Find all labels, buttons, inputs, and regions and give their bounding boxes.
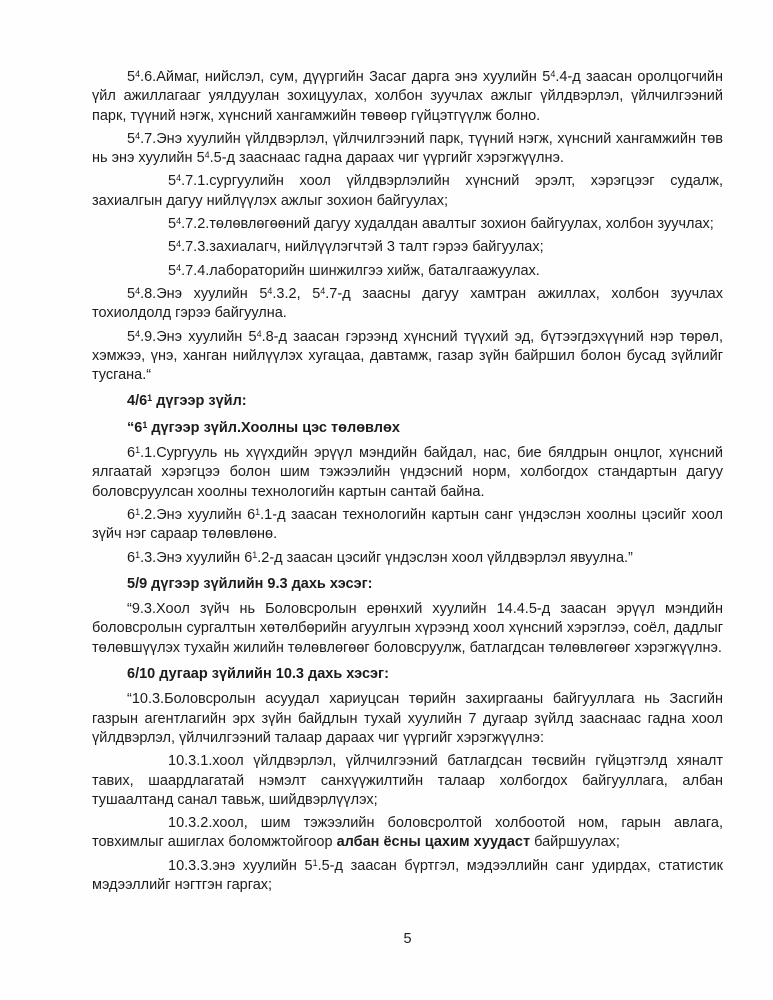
superscript-number: 4 — [176, 262, 182, 273]
document-content — [92, 68, 723, 895]
superscript-number: 1 — [147, 393, 153, 404]
text-run: .7.3.захиалагч, нийлүүлэгчтэй 3 талт гэрээ байгуулах; — [181, 239, 544, 256]
text-run: .1-д заасан технологийн картын санг үндэслэн хоолны цэсийг хоол зүйч нэг сараар төлөвлөнө. — [92, 506, 723, 543]
text-run: дүгээр зүйл: — [152, 393, 247, 410]
text-run: 5 — [248, 328, 257, 345]
superscript-number: 1 — [135, 445, 141, 456]
text-run: .8-д заасан гэрээнд хүнсний түүхий эд, бүтээгдэхүүний нэр төрөл, хэмжээ, үнэ, ханган нийлүүлэх хугацаа, давтамж, газар зүйн байршил болон бусад зүйлийг тусгана.“ — [92, 328, 723, 384]
text-run: 5 — [127, 69, 136, 85]
text-run: 5 — [304, 857, 313, 874]
clause-5-4-9 — [92, 328, 723, 386]
text-run: 5 — [127, 328, 136, 345]
superscript-number: 4 — [256, 328, 262, 339]
text-run: 10.3.1.хоол үйлдвэрлэл, үйлчилгээний батлагдсан төсвийн гүйцэтгэлд хяналт тавих, шаардлагатай нэмэлт санхүүжилтийн талаар холбогдох байгууллага, албан тушаалтанд санал тавьж, шийдвэрлүүлэх; — [92, 753, 723, 808]
text-run: 6/10 дугаар зүйлийн 10.3 дахь хэсэг: — [127, 666, 389, 683]
text-run: .6.Аймаг, нийслэл, сум, дүүргийн Засаг дарга энэ хуулийн — [140, 69, 543, 85]
text-run: албан ёсны цахим хуудаст — [336, 834, 531, 851]
superscript-number: 4 — [176, 216, 182, 227]
text-run: .7-д заасны дагуу хамтран ажиллах, холбон зуучлах тохиолдолд гэрээ байгуулна. — [92, 285, 723, 322]
superscript-number: 1 — [142, 419, 148, 430]
superscript-number: 1 — [312, 857, 318, 868]
text-run: .7.1.сургуулийн хоол үйлдвэрлэлийн хүнсний эрэлт, хэрэгцээг судалж, захиалгын дагуу нийлүүлэх ажлыг зохион байгуулах; — [92, 173, 723, 209]
superscript-number: 4 — [176, 173, 182, 184]
clause-5-4-7-2 — [92, 215, 723, 234]
text-run: 4/6 — [127, 393, 148, 410]
text-run: .9.Энэ хуулийн — [140, 328, 249, 345]
superscript-number: 1 — [252, 549, 258, 560]
text-run: 5 — [312, 285, 321, 302]
superscript-number: 4 — [550, 68, 556, 79]
heading-6-10 — [92, 665, 723, 684]
text-run: 5 — [127, 285, 136, 302]
text-run: дүгээр зүйл.Хоолны цэс төлөвлөх — [147, 419, 400, 436]
text-run: .7.2.төлөвлөгөөний дагуу худалдан авалтыг зохион байгуулах, холбон зуучлах; — [181, 216, 714, 233]
clause-10-3-3 — [92, 857, 723, 896]
heading-5-9 — [92, 575, 723, 594]
text-run: .7.4.лабораторийн шинжилгээ хийж, баталгаажуулах. — [181, 262, 540, 279]
text-run: .7.Энэ хуулийн үйлдвэрлэл, үйлчилгээний парк, түүний нэгж, хүнсний хангамжийн төв нь энэ хуулийн — [92, 130, 723, 167]
superscript-number: 1 — [255, 506, 261, 517]
text-run: байршуулах; — [530, 834, 620, 851]
heading-article-6 — [92, 419, 723, 438]
clause-5-4-8 — [92, 285, 723, 324]
clause-10-3-2 — [92, 814, 723, 853]
superscript-number: 4 — [204, 150, 210, 161]
text-run: 6 — [247, 506, 256, 523]
superscript-number: 4 — [135, 285, 141, 296]
text-run: .1.Сургууль нь хүүхдийн эрүүл мэндийн байдал, нас, бие бялдрын онцлог, хүнсний ялгаатай хэрэгцээ болон шим тэжээлийн үндэсний норм, холбогдох стандартын дагуу боловсруулсан хоолны технологийн картын сантай байна. — [92, 445, 723, 500]
clause-9-3 — [92, 600, 723, 658]
clause-5-4-7-4 — [92, 262, 723, 281]
text-run: .5-д зааснаас гадна дараах чиг үүргийг хэрэгжүүлнэ. — [209, 150, 564, 167]
text-run: 5 — [196, 150, 205, 167]
clause-10-3-1 — [92, 752, 723, 810]
clause-5-4-7-3 — [92, 238, 723, 257]
text-run: .3.Энэ хуулийн — [140, 549, 245, 566]
text-run: “6 — [127, 419, 143, 436]
text-run: 6 — [244, 549, 253, 566]
text-run: .2.Энэ хуулийн — [140, 506, 248, 523]
heading-4-6 — [92, 392, 723, 411]
text-run: 5 — [168, 262, 177, 279]
superscript-number: 1 — [135, 506, 141, 517]
text-run: 5 — [259, 285, 268, 302]
text-run: 10.3.2.хоол, шим тэжээлийн боловсролтой холбоотой ном, гарын авлага, товхимлыг ашиглах боломжтойгоор — [92, 815, 723, 851]
clause-6-1-1 — [92, 444, 723, 502]
superscript-number: 4 — [176, 239, 182, 250]
text-run: 5 — [168, 239, 177, 256]
text-run: .5-д заасан бүртгэл, мэдээллийн санг удирдах, статистик мэдээллийг нэгтгэн гаргах; — [92, 857, 723, 893]
superscript-number: 1 — [135, 549, 141, 560]
text-run: .4-д заасан оролцогчийн үйл ажиллагааг уялдуулан зохицуулах, холбон зуучлах ажлыг үйлдвэрлэл, үйлчилгээний парк, түүний нэгж, хүнсний хангамжийн төвөөр гүйцэтгүүлж болно. — [92, 69, 723, 124]
text-run: 6 — [127, 506, 136, 523]
superscript-number: 4 — [320, 285, 326, 296]
clause-6-1-3 — [92, 549, 723, 568]
clause-10-3 — [92, 690, 723, 748]
text-run: .3.2, — [272, 285, 313, 302]
superscript-number: 4 — [135, 130, 141, 141]
text-run: 5 — [542, 69, 551, 85]
text-run: “10.3.Боловсролын асуудал хариуцсан төрийн захиргааны байгууллага нь Засгийн газрын агентлагийн эрх зүйн байдлын тухай хуулийн 7 дугаар зүйлд зааснаас гадна хоол үйлдвэрлэл, үйлчилгээний талаар дараах чиг үүргийг хэрэгжүүлнэ: — [92, 691, 723, 746]
text-run: 5/9 дүгээр зүйлийн 9.3 дахь хэсэг: — [127, 575, 373, 592]
text-run: 10.3.3.энэ хуулийн — [168, 857, 305, 874]
clause-6-1-2 — [92, 506, 723, 545]
text-run: 6 — [127, 445, 136, 462]
clause-5-4-6 — [92, 68, 723, 126]
text-run: .8.Энэ хуулийн — [140, 285, 260, 302]
superscript-number: 4 — [267, 285, 273, 296]
clause-5-4-7 — [92, 130, 723, 169]
text-run: “9.3.Хоол зүйч нь Боловсролын ерөнхий хуулийн 14.4.5-д заасан эрүүл мэндийн боловсролын сургалтын хөтөлбөрийн агуулгын хүрээнд хоол хүнсний хэрэглээ, соёл, дадлыг төлөвшүүлэх тухайн жилийн төлөвлөгөөг боловсруулж, батлагдсан төлөвлөгөөг хэрэгжүүлнэ. — [92, 601, 723, 656]
text-run: 5 — [168, 216, 177, 233]
text-run: .2-д заасан цэсийг үндэслэн хоол үйлдвэрлэл явуулна.” — [257, 549, 633, 566]
superscript-number: 4 — [135, 328, 141, 339]
text-run: 5 — [127, 130, 136, 147]
text-run: 5 — [168, 173, 177, 190]
clause-5-4-7-1 — [92, 172, 723, 211]
text-run: 6 — [127, 549, 136, 566]
superscript-number: 4 — [135, 68, 141, 79]
page-number: 5 — [403, 931, 412, 947]
